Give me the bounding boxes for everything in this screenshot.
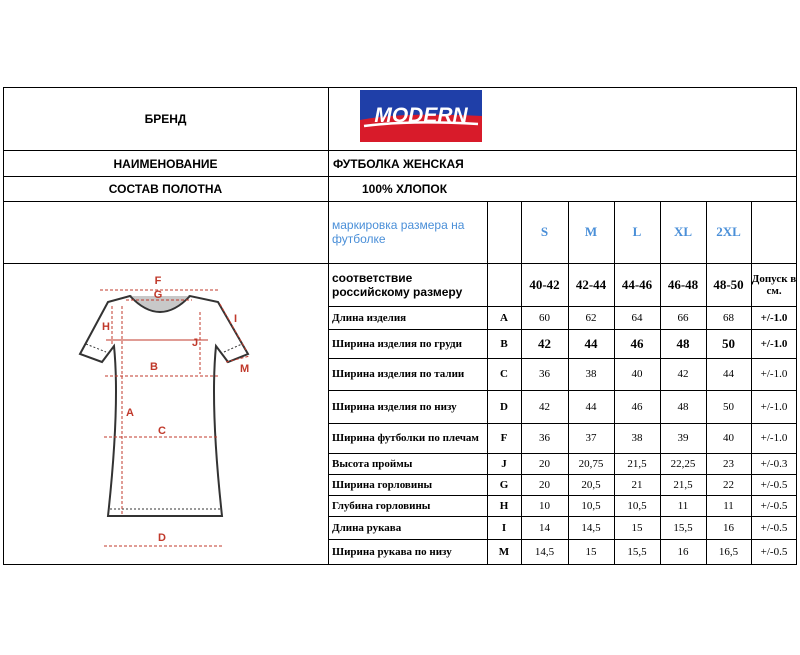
- label-d: D: [158, 532, 166, 544]
- measurement-value: 39: [677, 432, 689, 444]
- param-code: J: [501, 457, 507, 470]
- measurement-value: 16: [677, 546, 689, 558]
- measurement-value: 60: [539, 311, 550, 324]
- measurement-value: 42: [677, 368, 689, 380]
- size-code-header: XL: [673, 224, 693, 239]
- measurement-value: 62: [585, 311, 597, 324]
- param-code: H: [499, 499, 509, 512]
- logo-text: MODERN: [374, 104, 468, 127]
- measurement-value: 64: [631, 311, 643, 324]
- measurement-value: 14: [539, 521, 550, 534]
- measurement-value: 21,5: [627, 457, 647, 470]
- measurement-value: 14,5: [534, 546, 555, 558]
- param-name: Ширина футболки по плечам: [332, 432, 479, 444]
- param-name: Высота проймы: [332, 457, 413, 470]
- measurement-value: 46: [631, 400, 643, 413]
- measurement-value: 37: [585, 432, 597, 444]
- label-a: A: [126, 407, 134, 419]
- measurement-value: 15: [585, 546, 597, 558]
- measurement-value: 14,5: [581, 521, 601, 534]
- param-name: Длина изделия: [332, 311, 407, 324]
- measurement-value: 36: [539, 368, 550, 380]
- param-name: Ширина горловины: [332, 478, 433, 491]
- label-g: G: [153, 289, 163, 301]
- measurement-value: 15,5: [673, 521, 693, 534]
- measurement-value: 11: [677, 499, 689, 512]
- measurement-value: 23: [723, 457, 734, 470]
- ru-size-value: 46-48: [667, 276, 699, 292]
- fabric-value: 100% ХЛОПОК: [362, 182, 448, 196]
- size-code-header: L: [632, 224, 642, 239]
- measurement-value: 10,5: [627, 499, 647, 512]
- tolerance-value: +/-1.0: [760, 432, 788, 444]
- ru-size-label: соответствие российскому размеру: [332, 270, 463, 299]
- size-code-header: M: [584, 224, 598, 239]
- tolerance-value: +/-0.5: [760, 478, 788, 491]
- size-marking-label: маркировка размера на футболке: [332, 218, 465, 246]
- measurement-value: 40: [631, 368, 643, 380]
- tolerance-header: Допуск в см.: [751, 272, 797, 297]
- tshirt-diagram: [50, 266, 325, 561]
- measurement-value: 42: [539, 400, 550, 413]
- name-label: НАИМЕНОВАНИЕ: [113, 156, 218, 171]
- ru-size-value: 40-42: [529, 276, 560, 292]
- param-code: B: [500, 337, 508, 350]
- tolerance-value: +/-1.0: [760, 311, 788, 324]
- param-code: C: [500, 368, 508, 380]
- param-name: Ширина рукава по низу: [332, 546, 452, 558]
- measurement-value: 20,5: [581, 478, 601, 491]
- param-code: D: [500, 400, 508, 413]
- param-name: Ширина изделия по низу: [332, 400, 457, 413]
- measurement-value: 50: [722, 335, 735, 351]
- tolerance-value: +/-0.5: [760, 546, 788, 558]
- measurement-value: 11: [723, 499, 734, 512]
- measurement-value: 44: [723, 368, 734, 380]
- measurement-value: 44: [584, 335, 598, 351]
- param-name: Ширина изделия по талии: [332, 368, 465, 380]
- param-code: F: [500, 432, 508, 444]
- label-i: I: [234, 313, 238, 325]
- measurement-value: 16,5: [718, 546, 739, 558]
- param-name: Ширина изделия по груди: [332, 337, 462, 350]
- measurement-value: 66: [677, 311, 689, 324]
- brand-logo: [360, 90, 482, 142]
- measurement-value: 44: [585, 400, 597, 413]
- param-name: Глубина горловины: [332, 499, 431, 512]
- measurement-value: 38: [631, 432, 643, 444]
- label-m: M: [240, 363, 250, 375]
- name-value: ФУТБОЛКА ЖЕНСКАЯ: [333, 156, 464, 171]
- measurement-value: 48: [677, 400, 689, 413]
- ru-size-value: 42-44: [575, 276, 607, 292]
- label-j: J: [192, 337, 199, 349]
- ru-size-value: 48-50: [713, 276, 744, 292]
- tolerance-value: +/-0.5: [760, 499, 788, 512]
- measurement-value: 22,25: [670, 457, 696, 470]
- label-b: B: [150, 361, 158, 373]
- size-code-header: 2XL: [716, 224, 741, 239]
- measurement-value: 38: [585, 368, 597, 380]
- measurement-value: 46: [630, 335, 644, 351]
- measurement-value: 22: [723, 478, 734, 491]
- measurement-value: 20: [539, 478, 550, 491]
- label-f: F: [154, 275, 162, 287]
- measurement-value: 50: [723, 400, 734, 413]
- tolerance-value: +/-1.0: [760, 368, 788, 380]
- measurement-value: 48: [676, 335, 690, 351]
- param-code: M: [498, 546, 510, 558]
- measurement-value: 15,5: [627, 546, 647, 558]
- measurement-value: 10: [539, 499, 550, 512]
- label-h: H: [102, 321, 110, 333]
- measurement-value: 10,5: [581, 499, 601, 512]
- param-code: A: [500, 311, 508, 324]
- tolerance-value: +/-1.0: [760, 337, 788, 350]
- param-code: G: [499, 478, 509, 491]
- fabric-label: СОСТАВ ПОЛОТНА: [108, 182, 223, 196]
- param-name: Длина рукава: [332, 521, 402, 534]
- size-code-header: S: [540, 224, 549, 239]
- tolerance-value: +/-0.3: [760, 457, 788, 470]
- tolerance-value: +/-0.5: [760, 521, 788, 534]
- measurement-value: 21: [631, 478, 643, 491]
- measurement-value: 20,75: [578, 457, 604, 470]
- brand-label: БРЕНД: [144, 112, 187, 126]
- measurement-value: 68: [723, 311, 734, 324]
- param-code: I: [501, 521, 507, 534]
- measurement-value: 42: [538, 335, 551, 351]
- ru-size-value: 44-46: [621, 276, 653, 292]
- measurement-value: 36: [539, 432, 550, 444]
- measurement-value: 15: [631, 521, 643, 534]
- measurement-value: 40: [723, 432, 734, 444]
- tolerance-value: +/-1.0: [760, 400, 788, 413]
- label-c: C: [158, 425, 166, 437]
- measurement-value: 21,5: [673, 478, 693, 491]
- measurement-value: 16: [723, 521, 734, 534]
- measurement-value: 20: [539, 457, 550, 470]
